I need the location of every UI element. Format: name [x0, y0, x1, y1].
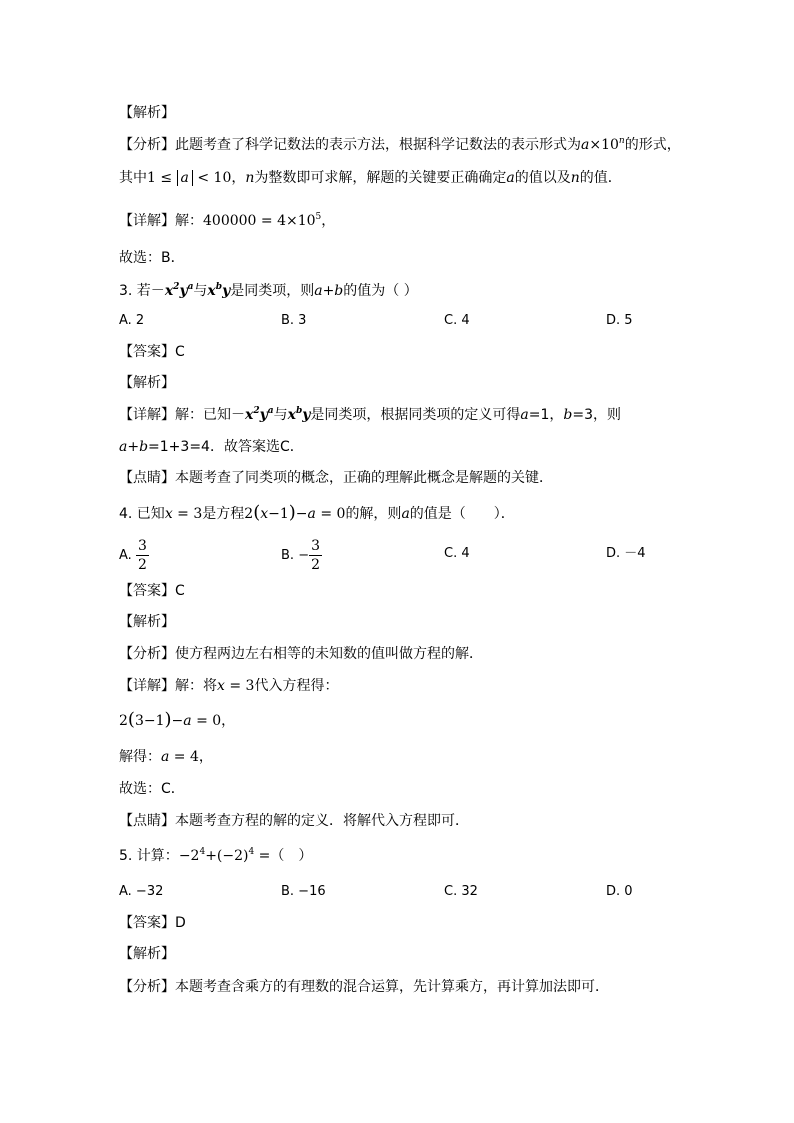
q5-jiexi-heading: 【解析】: [119, 946, 175, 962]
q3-stem: 3. 若$-x^2y^a$与$x^by$是同类项，则a+b的值为（ ）: [119, 282, 418, 299]
q4-option-b: B. − $\frac{3}{2}$: [281, 538, 321, 573]
q3-dianjing: 【点睛】本题考查了同类项的概念，正确的理解此概念是解题的关键．: [119, 470, 553, 486]
q3-option-d: D. 5: [606, 313, 633, 328]
q3-answer: 【答案】C: [119, 344, 185, 360]
q5-option-c: C. 32: [444, 884, 478, 899]
q5-option-a: A. −32: [119, 884, 164, 899]
q4-jiexi-heading: 【解析】: [119, 614, 175, 630]
q4-option-c: C. 4: [444, 546, 470, 561]
q4-stem: 4. 已知x = 3是方程2(x−1)−a = 0的解，则a的值是（ ）．: [119, 502, 515, 523]
q3-detail-line1: 【详解】解：已知$-x^2y^a$与$x^by$是同类项，根据同类项的定义可得a=1，b=3，则: [119, 406, 622, 423]
q5-option-d: D. 0: [606, 884, 633, 899]
prev-xiangjie: 【详解】解：$400000 = 4\times 10^5$，: [119, 212, 336, 229]
q4-fenxi: 【分析】使方程两边左右相等的未知数的值叫做方程的解．: [119, 646, 483, 662]
q3-option-c: C. 4: [444, 313, 470, 328]
q5-answer: 【答案】D: [119, 915, 186, 931]
q4-guxuan: 故选：C．: [119, 781, 185, 797]
q4-option-d: D. －4: [606, 546, 646, 561]
q3-jiexi-heading: 【解析】: [119, 375, 175, 391]
prev-fenxi-line2: 其中1 ≤ a < 10，n为整数即可求解，解题的关键要正确确定a的值以及n的值．: [119, 170, 622, 186]
jiexi-heading-prev: 【解析】: [119, 105, 175, 121]
prev-fenxi-line1: 【分析】此题考查了科学记数法的表示方法，根据科学记数法的表示形式为$a\times 10^n$的形式，: [119, 136, 681, 153]
q3-detail-line2: a+b=1+3=4．故答案选C．: [119, 439, 304, 455]
prev-guxuan: 故选：B．: [119, 250, 185, 266]
q4-dianjing: 【点睛】本题考查方程的解的定义．将解代入方程即可．: [119, 813, 469, 829]
q3-option-b: B. 3: [281, 313, 307, 328]
fraction: $\frac{3}{2}$: [137, 538, 147, 573]
q4-answer: 【答案】C: [119, 583, 185, 599]
q4-step1: 2(3−1)−a = 0，: [119, 709, 236, 730]
q4-detail-line1: 【详解】解：将x = 3代入方程得：: [119, 678, 339, 694]
q3-option-a: A. 2: [119, 313, 145, 328]
fraction: $\frac{3}{2}$: [311, 538, 321, 573]
q4-option-a: A. $\frac{3}{2}$: [119, 538, 147, 573]
q5-stem: 5. 计算：$-2^4+(-2)^4$ =（ ）: [119, 847, 313, 864]
q4-step2: 解得：a = 4，: [119, 749, 213, 765]
q5-fenxi: 【分析】本题考查含乘方的有理数的混合运算，先计算乘方，再计算加法即可．: [119, 979, 609, 995]
q5-option-b: B. −16: [281, 884, 326, 899]
